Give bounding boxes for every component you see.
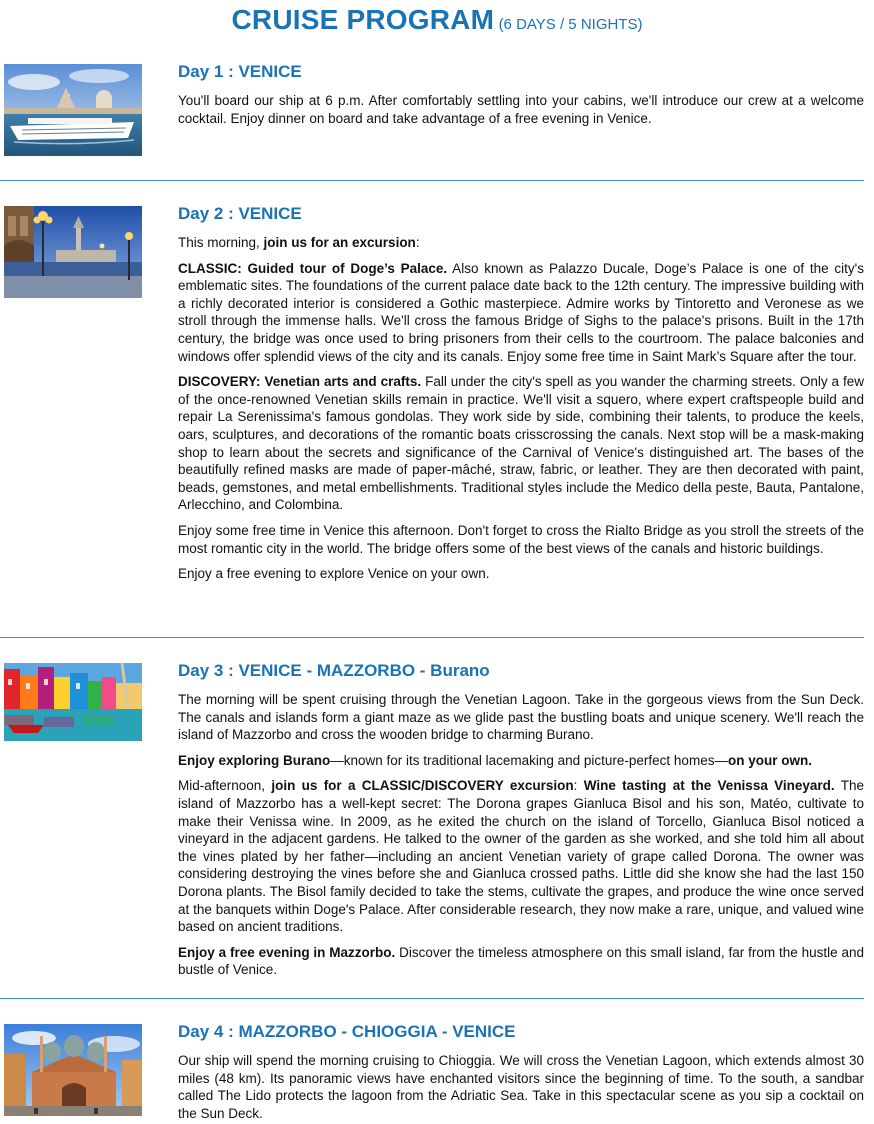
day-3-paragraph-4: Enjoy a free evening in Mazzorbo. Discover the timeless atmosphere on this small island, far from the hustle and bustle of Venice. — [178, 944, 864, 978]
day-3-title: Day 3 : VENICE - MAZZORBO - Burano — [178, 661, 490, 680]
title-subtitle: (6 DAYS / 5 NIGHTS) — [498, 16, 643, 33]
day-4-title: Day 4 : MAZZORBO - CHIOGGIA - VENICE — [178, 1022, 516, 1041]
day-2-paragraph-4: Enjoy some free time in Venice this afternoon. Don't forget to cross the Rialto Bridge as you stroll the streets of the most romantic city in the world. The bridge offers some of the best views of the canals and historic buildings. — [178, 522, 864, 556]
burano-colorful-houses-photo — [4, 663, 142, 741]
day-2-paragraph-5: Enjoy a free evening to explore Venice on your own. — [178, 566, 490, 582]
cruise-ship-venice-photo — [4, 64, 142, 156]
day-3-paragraph-3: Mid-afternoon, join us for a CLASSIC/DISCOVERY excursion: Wine tasting at the Venissa Vineyard. The island of Mazzorbo has a well-kept secret: The Dorona grapes Gianluca Bisol and his son, Matéo, cultivate to make their Venissa wine. In 2009, as he exited the church on the island of Torcello, Gianluca Bisol noticed a vineyard in the adjacent gardens. He talked to the owner of the garden as she worked, and she told him all about the vines plated by her father—including an ancient Venetian variety of grape called Dorona. The owner was considering destroying the vines before she and Gianluca crossed paths. Little did she know she had the last 150 Dorona plants. The Bisol family decided to take the stems, cultivate the grapes, and produce the wine once served at the banquets within Doge's Palace. After considerable research, they now make a rare, unique, and valued wine based on ancient traditions. — [178, 778, 864, 935]
day-2-paragraph-1: This morning, join us for an excursion: — [178, 235, 420, 250]
day-2-content — [178, 204, 864, 591]
day-2-paragraph-3: DISCOVERY: Venetian arts and crafts. Fall under the city's spell as you wander the charming streets. Only a few of the once-renowned Venetian skills remain in practice. We'll visit a squero, where expert craftspeople build and repair La Serenissima's famous gondolas. They work side by side, combining their talents, to produce the keels, oars, sculptures, and decorations of the romantic boats crisscrossing the canals. Next stop will be a mask-making shop to learn about the secrets and significance of the Carnival of Venice's distinguished art. The bases of the beautifully refined masks are made of paper-mâché, straw, fabric, or leather. They are then decorated with paint, beads, gemstones, and metal embellishments. Traditional styles include the Medico della peste, Bauta, Pantalone, Arlecchino, and Colombina. — [178, 374, 865, 513]
day-1-paragraph-1: You'll board our ship at 6 p.m. After comfortably settling into your cabins, we'll introduce our crew at a welcome cocktail. Enjoy dinner on board and take advantage of a free evening in Venice. — [178, 93, 864, 126]
piazza-san-marco-lamps-photo — [4, 206, 142, 298]
day-1-title: Day 1 : VENICE — [178, 62, 302, 81]
divider-3 — [0, 998, 864, 999]
day-4-content — [178, 1022, 864, 1124]
day-4-paragraph-1: Our ship will spend the morning cruising to Chioggia. We will cross the Venetian Lagoon, which extends almost 30 miles (48 km). Its panoramic views have enchanted visitors since the beginning of time. To the south, a sandbar called The Lido protects the lagoon from the Adriatic Sea. Take in this spectacular scene as you sip a cocktail on the Sun Deck. — [178, 1053, 864, 1121]
divider-1 — [0, 180, 864, 181]
day-3-content — [178, 661, 864, 987]
divider-2 — [0, 637, 864, 638]
day-2-paragraph-2: CLASSIC: Guided tour of Doge’s Palace. Also known as Palazzo Ducale, Doge’s Palace is one of the city's emblematic sites. The foundations of the current palace date back to the 12th century. The impressive building with a richly decorated interior is considered a Gothic masterpiece. Admire works by Tintoretto and Veronese as we stroll through the immense halls. We'll cross the famous Bridge of Sighs to the palace's prisons. Built in the 17th century, the bridge was once used to bring prisoners from their cells to the courtroom. The palace balconies and windows offer splendid views of the city and its canals. Enjoy some free time in Saint Mark’s Square after the tour. — [178, 260, 864, 364]
day-3-paragraph-2: Enjoy exploring Burano—known for its traditional lacemaking and picture-perfect homes—on your own. — [178, 752, 812, 768]
day-1-content — [178, 62, 864, 135]
page-title — [0, 4, 874, 36]
title-main: CRUISE PROGRAM — [231, 4, 495, 35]
day-2-title: Day 2 : VENICE — [178, 204, 302, 223]
basilica-saint-anthony-photo — [4, 1024, 142, 1116]
day-3-paragraph-1: The morning will be spent cruising through the Venetian Lagoon. Take in the gorgeous views from the Sun Deck. The canals and islands form a giant maze as we glide past the bustling boats and unique scenery. We'll reach the island of Mazzorbo and cross the wooden bridge to charming Burano. — [178, 692, 864, 743]
